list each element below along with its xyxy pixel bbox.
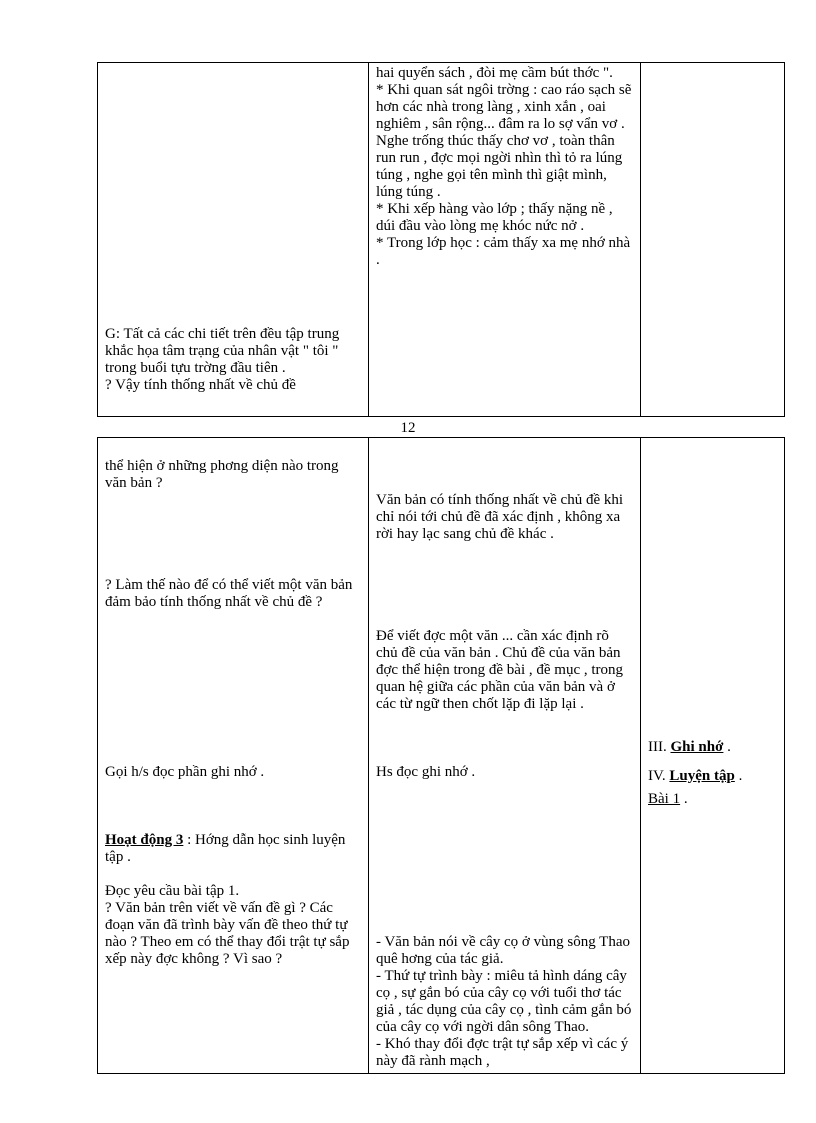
section-heading-column — [648, 739, 782, 808]
question-how-to-write: ? Làm thế nào để có thể viết một văn bản đảm bảo tính thống nhất về chủ đề ? — [105, 577, 353, 610]
activity-3 — [105, 832, 363, 866]
activity-3-text: : Hớng dẫn học sinh luyện tập . — [105, 832, 346, 865]
teacher-activity-cell: G: Tất cả các chi tiết trên đều tập trung khắc họa tâm trạng của nhân vật " tôi " trong buổi tựu trờng đầu tiên . ? Vậy tính thống nhất về chủ đề — [105, 326, 340, 393]
section-summary: III. Ghi nhớ . — [648, 739, 731, 755]
question-aspects: thể hiện ở những phơng diện nào trong văn bản ? — [105, 458, 339, 491]
exercise-1-label: Bài 1 . — [648, 791, 688, 807]
answer-read-summary: Hs đọc ghi nhớ . — [376, 764, 476, 780]
practice-heading: Luyện tập — [669, 768, 735, 784]
column-divider — [640, 438, 641, 1073]
answer-how-to-write: Để viết đợc một văn ... cần xác định rõ chủ đề của văn bản . Chủ đề của văn bản đợc thể hiện trong đề bài , đề mục , trong quan hệ giữa các phần của văn bản và ở các từ ngữ then chốt lặp đi lặp lại . — [376, 628, 624, 712]
page-number: 12 — [400, 420, 416, 436]
column-divider — [368, 63, 369, 416]
column-divider — [368, 438, 369, 1073]
section-practice: IV. Luyện tập . — [648, 768, 743, 784]
answer-consistency: Văn bản có tính thống nhất về chủ đề khi chỉ nói tới chủ đề đã xác định , không xa rời hay lạc sang chủ đề khác . — [376, 492, 624, 542]
student-answer-column — [376, 441, 634, 1087]
table-continued-top — [97, 62, 785, 417]
column-divider — [640, 63, 641, 416]
summary-heading: Ghi nhớ — [670, 739, 724, 755]
student-activity-cell: hai quyển sách , đòi mẹ cầm bút thớc ". * Khi quan sát ngôi trờng : cao ráo sạch sẽ hơn các nhà trong làng , xinh xắn , oai nghiêm , sân rộng... đâm ra lo sợ vẩn vơ . Nghe trống thúc thấy chơ vơ , toàn thân run run , đợc mọi ngời nhìn thì tỏ ra lúng túng , nghe gọi tên mình thì giật mình, lúng túng . * Khi xếp hàng vào lớp ; thấy nặng nề , dúi đầu vào lòng mẹ khóc nức nở . * Trong lớp học : cảm thấy xa mẹ nhớ nhà . — [376, 65, 632, 268]
activity-3-heading: Hoạt động 3 — [105, 832, 184, 848]
answer-exercise-1: - Văn bản nói về cây cọ ở vùng sông Thao quê hơng của tác giả. - Thứ tự trình bày : miêu tả hình dáng cây cọ , sự gắn bó của cây cọ với tuổi thơ tác giả , tác dụng của cây cọ , tình cảm gắn bó của cây cọ với ngời dân sông Thao. - Khó thay đổi đợc trật tự sắp xếp vì các ý này đã rành mạch , — [376, 934, 632, 1069]
lesson-table — [97, 437, 785, 1074]
teacher-activity-column — [105, 441, 363, 985]
exercise-1-questions: Đọc yêu cầu bài tập 1. ? Văn bản trên viết về vấn đề gì ? Các đoạn văn đã trình bày vấn đề theo thứ tự nào ? Theo em có thể thay đổi trật tự sắp xếp này đợc không ? Vì sao ? — [105, 883, 350, 967]
read-summary-instruction: Gọi h/s đọc phần ghi nhớ . — [105, 764, 265, 780]
